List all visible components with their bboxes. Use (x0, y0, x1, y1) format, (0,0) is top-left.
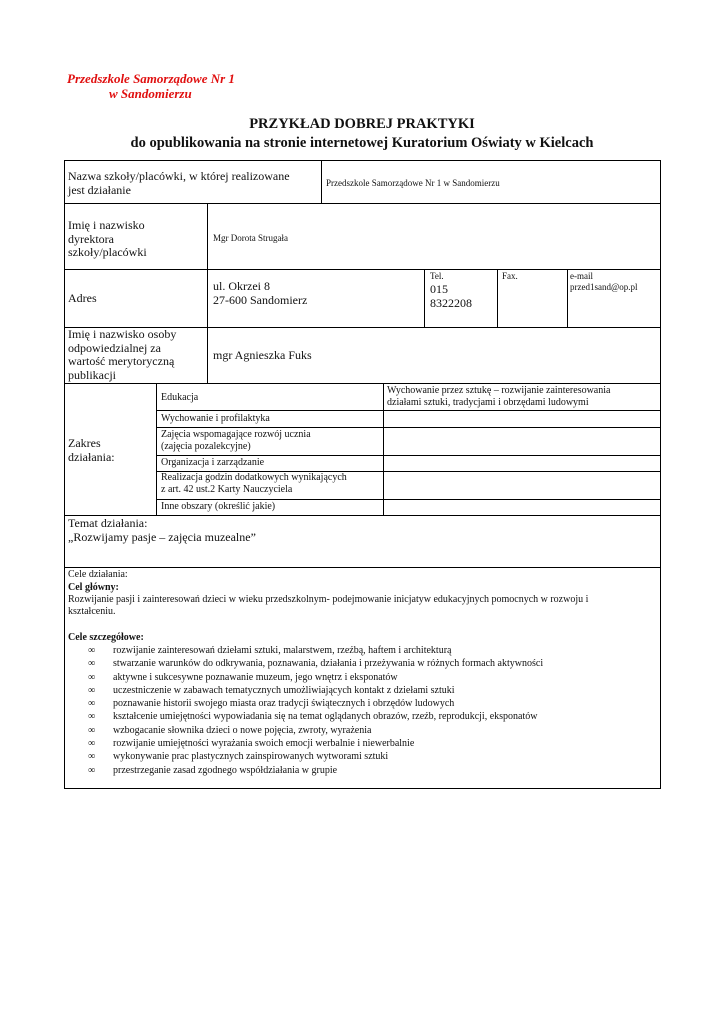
tel-value: 015 8322208 (430, 282, 472, 310)
school-name-line2: w Sandomierzu (109, 86, 192, 101)
infinity-bullet-icon: ∞ (88, 658, 96, 670)
infinity-bullet-icon: ∞ (88, 684, 96, 696)
school-label: Nazwa szkoły/placówki, w której realizowane jest działanie (68, 169, 290, 197)
scope-row-education: Edukacja (161, 392, 199, 403)
list-item: ∞ rozwijanie umiejętności wyrażania swoich emocji werbalnie i niewerbalnie (88, 738, 415, 750)
row-divider (64, 383, 661, 384)
address-value: ul. Okrzei 8 27-600 Sandomierz (213, 279, 308, 307)
infinity-bullet-icon: ∞ (88, 751, 96, 763)
scope-row-divider (156, 427, 661, 428)
col-divider (383, 383, 384, 515)
scope-row-other: Inne obszary (określić jakie) (161, 501, 276, 512)
detail-goals-label: Cele szczegółowe: (68, 632, 144, 643)
list-item: ∞ rozwijanie zainteresowań dziełami sztuki, malarstwem, rzeźbą, haftem i architekturą (88, 645, 452, 656)
scope-education-value: Wychowanie przez sztukę – rozwijanie zainteresowania działami sztuki, tradycjami i obrzędami ludowymi (387, 385, 611, 408)
scope-row-divider (156, 499, 661, 500)
school-name-header (67, 71, 235, 101)
list-item: ∞ poznawanie historii swojego miasta oraz tradycji świątecznych i obrzędów ludowych (88, 698, 455, 710)
page-title (0, 115, 724, 153)
scope-row-support: Zajęcia wspomagające rozwój ucznia (zajęcia pozalekcyjne) (161, 429, 311, 452)
detail-goals-list (88, 644, 543, 777)
scope-row-extra-hours: Realizacja godzin dodatkowych wynikających z art. 42 ust.2 Karty Nauczyciela (161, 472, 347, 495)
list-item: ∞ przestrzeganie zasad zgodnego współdziałania w grupie (88, 764, 338, 776)
tel-label: Tel. (430, 271, 444, 281)
row-divider (64, 269, 661, 270)
list-item: ∞ uczestniczenie w zabawach tematycznych umożliwiających kontakt z dziełami sztuki (88, 684, 455, 696)
email-value: przed1sand@op.pl (570, 282, 638, 292)
col-divider (567, 269, 568, 327)
col-divider (424, 269, 425, 327)
topic-value: „Rozwijamy pasje – zajęcia muzealne” (68, 530, 256, 544)
school-value: Przedszkole Samorządowe Nr 1 w Sandomierzu (326, 178, 500, 188)
director-label: Imię i nazwisko dyrektora szkoły/placówki (68, 218, 147, 259)
address-label: Adres (68, 291, 97, 305)
school-name-line1: Przedszkole Samorządowe Nr 1 (67, 71, 235, 86)
infinity-bullet-icon: ∞ (88, 738, 96, 750)
title-line2: do opublikowania na stronie internetowej Kuratorium Oświaty w Kielcach (130, 135, 594, 151)
title-line1: PRZYKŁAD DOBREJ PRAKTYKI (249, 116, 475, 132)
list-item: ∞ aktywne i sukcesywne poznawanie muzeum, jego wnętrz i eksponatów (88, 671, 398, 683)
scope-row-divider (156, 455, 661, 456)
infinity-bullet-icon: ∞ (88, 724, 96, 736)
list-item: ∞ stwarzanie warunków do odkrywania, poznawania, działania i przeżywania w różnych formach aktywności (88, 658, 544, 670)
responsible-value: mgr Agnieszka Fuks (213, 348, 312, 362)
main-goal-text: Rozwijanie pasji i zainteresowań dzieci w wieku przedszkolnym- podejmowanie inicjatyw edukacyjnych pomocnych w rozwoju i kształceniu. (68, 594, 589, 617)
topic-label: Temat działania: (68, 516, 148, 530)
infinity-bullet-icon: ∞ (88, 671, 96, 683)
col-divider (497, 269, 498, 327)
infinity-bullet-icon: ∞ (88, 711, 96, 723)
list-item: ∞ wykonywanie prac plastycznych zainspirowanych wytworami sztuki (88, 751, 389, 763)
list-item: ∞ wzbogacanie słownika dzieci o nowe pojęcia, zwroty, wyrażenia (88, 724, 372, 736)
scope-label: Zakres działania: (68, 436, 115, 464)
scope-row-divider (156, 410, 661, 411)
infinity-bullet-icon: ∞ (88, 645, 96, 656)
col-divider (207, 203, 208, 383)
scope-row-organisation: Organizacja i zarządzanie (161, 457, 265, 468)
infinity-bullet-icon: ∞ (88, 698, 96, 710)
row-divider (64, 515, 661, 516)
director-value: Mgr Dorota Strugała (213, 233, 288, 243)
fax-label: Fax. (502, 271, 518, 281)
col-divider (321, 160, 322, 203)
scope-row-upbringing: Wychowanie i profilaktyka (161, 413, 270, 424)
row-divider (64, 203, 661, 204)
main-goal-label: Cel główny: (68, 582, 119, 593)
goals-heading: Cele działania: (68, 569, 128, 580)
infinity-bullet-icon: ∞ (88, 764, 96, 776)
responsible-label: Imię i nazwisko osoby odpowiedzialnej za wartość merytoryczną publikacji (68, 327, 177, 382)
col-divider (156, 383, 157, 515)
list-item: ∞ kształcenie umiejętności wypowiadania się na temat oglądanych obrazów, rzeźb, reprodukcji, eksponatów (88, 711, 538, 723)
email-label: e-mail (570, 271, 593, 281)
